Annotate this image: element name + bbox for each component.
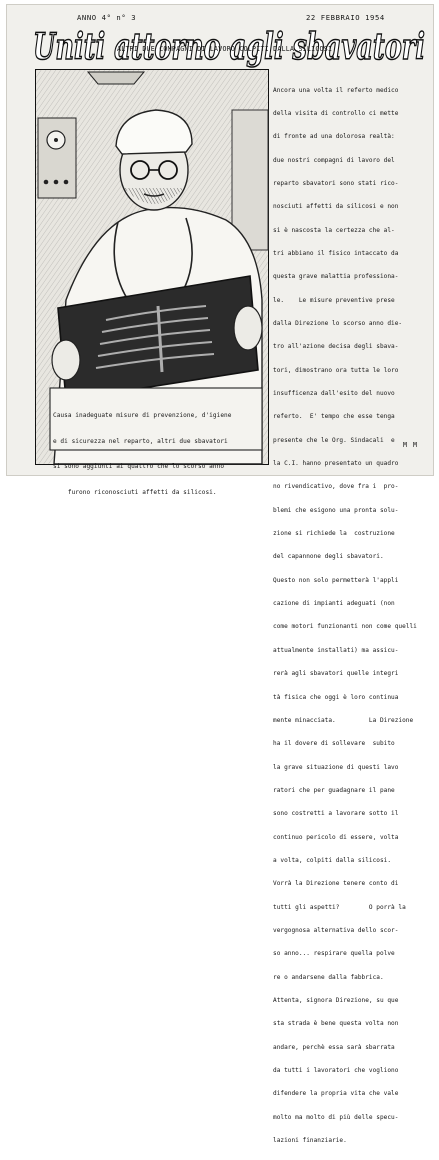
article-line: zione si richiede la costruzione bbox=[273, 530, 395, 538]
article-line: Questo non solo permetterà l'appli bbox=[273, 576, 399, 584]
article-line: a volta, colpiti dalla silicosi. bbox=[273, 856, 392, 864]
article-line: reparto sbavatori sono stati rico- bbox=[273, 179, 399, 187]
article-line: tutti gli aspetti? O porrà la bbox=[273, 903, 406, 911]
article-line: tà fisica che oggi è loro continua bbox=[273, 693, 399, 701]
article-line: si è nascosta la certezza che al- bbox=[273, 226, 395, 234]
article-line: la grave situazione di questi lavo bbox=[273, 763, 399, 771]
article-line: vergognosa alternativa dello scor- bbox=[273, 926, 399, 934]
article-line: Ancora una volta il referto medico bbox=[273, 86, 399, 94]
headline-subtitle: ALTRI DUE COMPAGNI DI LAVORO COLPITI DALLA SILICOSI bbox=[117, 45, 333, 53]
article-line: attualmente installati) ma assicu- bbox=[273, 646, 399, 654]
article-line: nosciuti affetti da silicosi e non bbox=[273, 203, 399, 211]
article-line: le. Le misure preventive prese bbox=[273, 296, 395, 304]
article-line: tro all'azione decisa degli sbava- bbox=[273, 343, 399, 351]
article-line: Attenta, signora Direzione, su que bbox=[273, 996, 399, 1004]
caption-line: si sono aggiunti ai quattro che lo scorso anno bbox=[53, 463, 225, 470]
newsletter-page bbox=[6, 4, 434, 1145]
article-line: rerà agli sbavatori quelle integri bbox=[273, 670, 399, 678]
article-line: blemi che esigono una pronta solu- bbox=[273, 506, 399, 514]
article-line: due nostri compagni di lavoro del bbox=[273, 156, 395, 164]
article-line: tori, dimostrano ora tutta le loro bbox=[273, 366, 399, 374]
article-line: andare, perchè essa sarà sbarrata bbox=[273, 1043, 395, 1051]
article-line: so anno... respirare quella polve bbox=[273, 950, 395, 958]
caption-line: furono riconosciuti affetti da silicosi. bbox=[53, 488, 217, 496]
article-line: del capannone degli sbavatori. bbox=[273, 553, 384, 561]
article-line: ratori che per guadagnare il pane bbox=[273, 786, 395, 794]
issue-number: ANNO 4° n° 3 bbox=[77, 13, 137, 22]
article-line: tri abbiano il fisico intaccato da bbox=[273, 249, 399, 257]
article-line: questa grave malattia professiona- bbox=[273, 273, 399, 281]
article-line: come motori funzionanti non come quelli bbox=[273, 623, 417, 631]
article-line: la C.I. hanno presentato un quadro bbox=[273, 460, 399, 468]
article-line: difendere la propria vita che vale bbox=[273, 1090, 399, 1098]
article-line: no rivendicativo, dove fra i pro- bbox=[273, 483, 399, 491]
article-line: insufficenza dall'esito del nuovo bbox=[273, 390, 395, 398]
article-line: molto ma molto di più delle specu- bbox=[273, 1113, 399, 1121]
article-line: sta strada è bene questa volta non bbox=[273, 1020, 399, 1028]
article-line: dalla Direzione lo scorso anno die- bbox=[273, 320, 403, 327]
article-line: cazione di impianti adeguati (non bbox=[273, 600, 395, 608]
article-line: sono costretti a lavorare sotto il bbox=[273, 810, 399, 818]
article-line: continuo pericolo di essere, volta bbox=[273, 833, 399, 841]
issue-date: 22 FEBBRAIO 1954 bbox=[306, 13, 385, 22]
article-line: referto. E' tempo che esse tenga bbox=[273, 413, 395, 421]
caption-line: e di sicurezza nel reparto, altri due sbavatori bbox=[53, 437, 228, 445]
headline bbox=[31, 21, 431, 68]
article-line: lazioni finanziarie. bbox=[273, 1137, 347, 1145]
article-line: della visita di controllo ci mette bbox=[273, 109, 399, 117]
article-line: presente che le Org. Sindacali e bbox=[273, 436, 395, 444]
article-line: ha il dovere di sollevare subito bbox=[273, 740, 395, 748]
article-line: mente minacciata. La Direzione bbox=[273, 716, 414, 724]
headline-title: Uniti attorno agli sbavatori bbox=[33, 26, 425, 68]
author-signature: M M bbox=[403, 441, 418, 449]
article-line: Vorrà la Direzione tenere conto di bbox=[273, 880, 399, 888]
illustration-caption bbox=[53, 395, 268, 514]
caption-line: Causa inadeguate misure di prevenzione, d'igiene bbox=[53, 412, 232, 419]
article-line: di fronte ad una dolorosa realtà: bbox=[273, 133, 395, 141]
article-body bbox=[273, 71, 433, 1160]
article-line: re o andarsene dalla fabbrica. bbox=[273, 973, 384, 981]
article-line: da tutti i lavoratori che vogliono bbox=[273, 1067, 399, 1074]
